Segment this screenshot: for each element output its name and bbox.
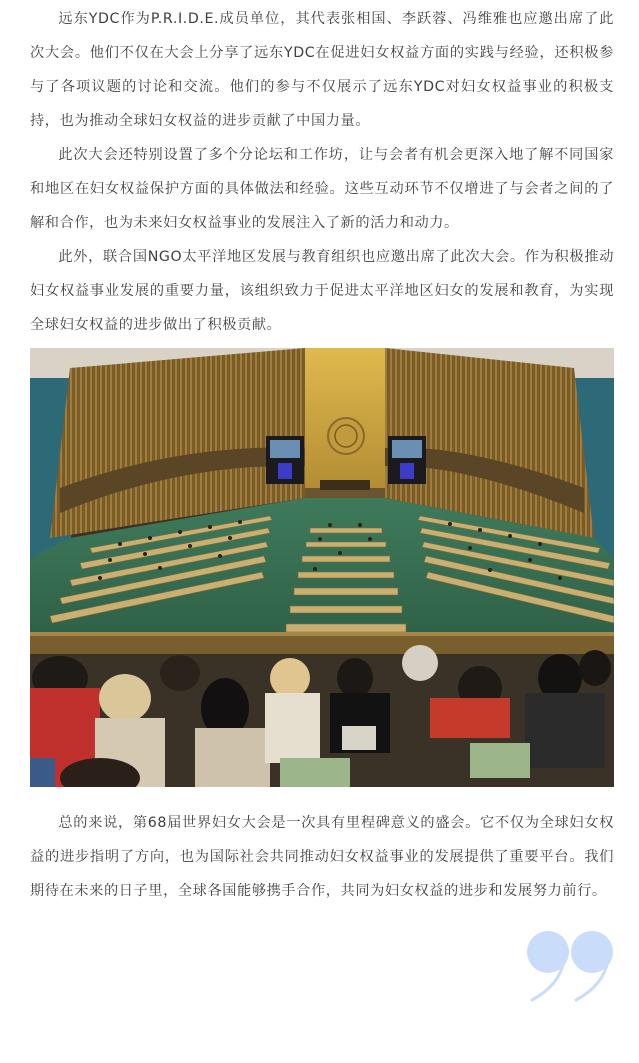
paragraph-forums-workshops: 此次大会还特别设置了多个分论坛和工作坊，让与会者有机会更深入地了解不同国家和地区在妇女权益保护方面的具体做法和经验。这些互动环节不仅增进了与会者之间的了解和合作，也为未来妇女权益事业的发展注入了新的活力和动力。 (30, 147, 614, 231)
un-general-assembly-photo (30, 348, 614, 787)
closing-quote-icon (526, 930, 616, 1004)
paragraph-pacific-ngo: 此外，联合国NGO太平洋地区发展与教育组织也应邀出席了此次大会。作为积极推动妇女权益事业发展的重要力量，该组织致力于促进太平洋地区妇女的发展和教育，为实现全球妇女权益的进步做出了积极贡献。 (30, 249, 614, 333)
paragraph-ydc-participation: 远东YDC作为P.R.I.D.E.成员单位，其代表张相国、李跃蓉、冯维雅也应邀出席了此次大会。他们不仅在大会上分享了远东YDC在促进妇女权益方面的实践与经验，还积极参与了各项议题的讨论和交流。他们的参与不仅展示了远东YDC对妇女权益事业的积极支持，也为推动全球妇女权益的进步贡献了中国力量。 (30, 11, 614, 129)
paragraph-conclusion: 总的来说，第68届世界妇女大会是一次具有里程碑意义的盛会。它不仅为全球妇女权益的进步指明了方向，也为国际社会共同推动妇女权益事业的发展提供了重要平台。我们期待在未来的日子里，全球各国能够携手合作，共同为妇女权益的进步和发展努力前行。 (30, 815, 614, 899)
